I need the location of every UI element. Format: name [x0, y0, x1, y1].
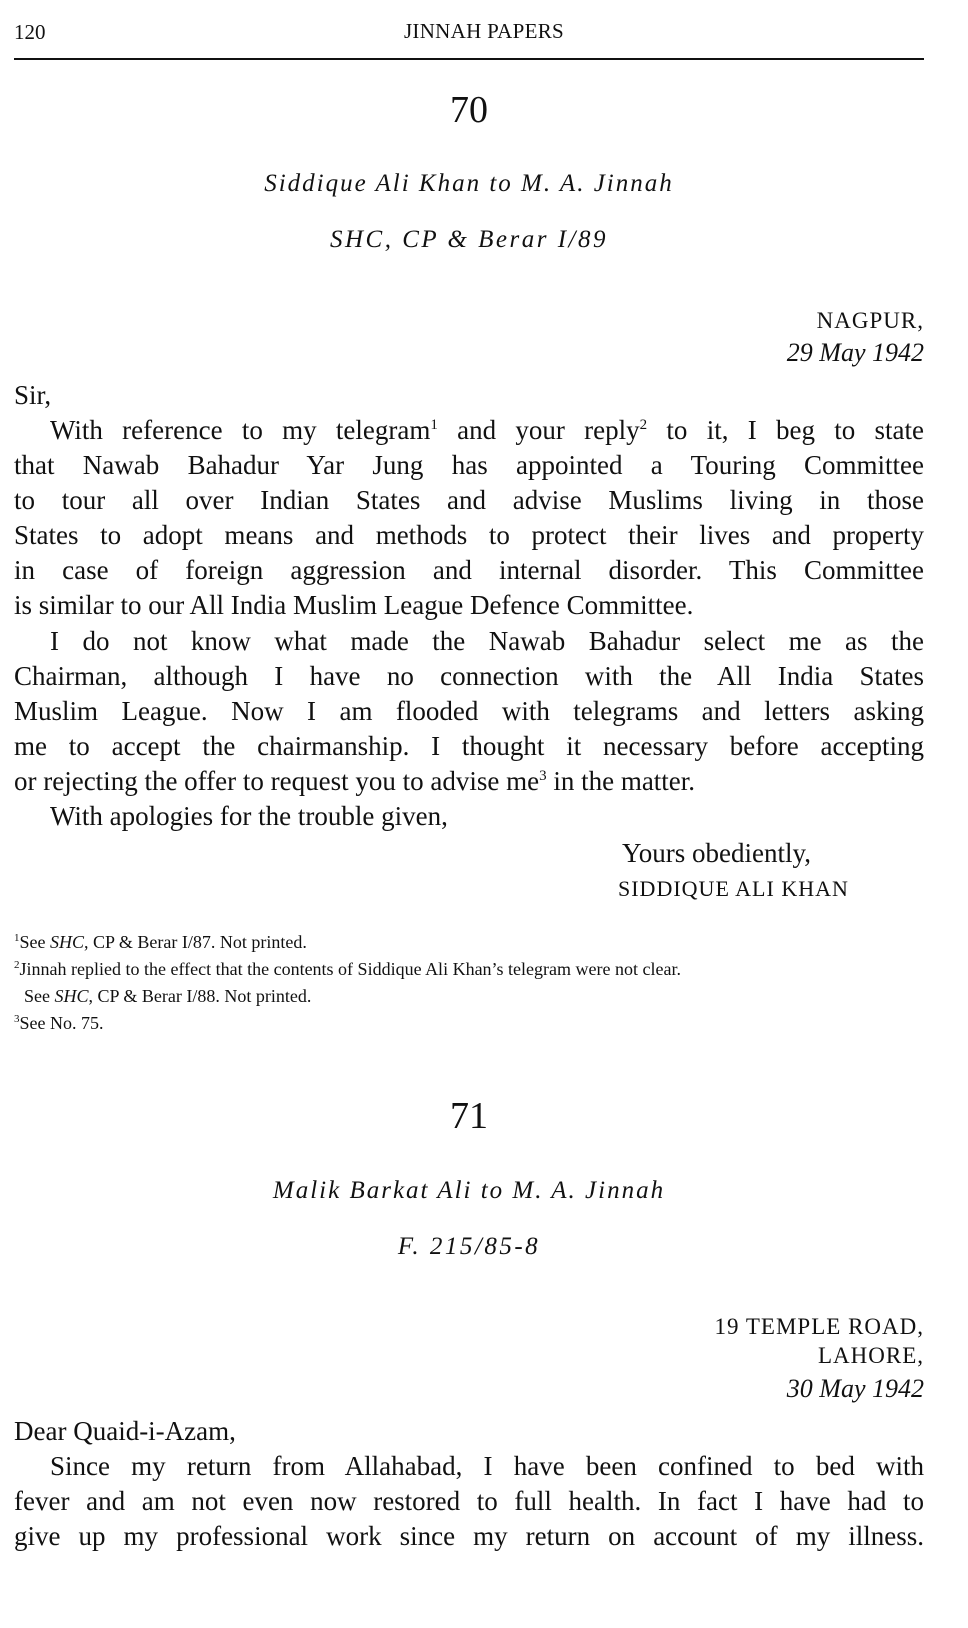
text-run: Jinnah replied to the effect that the contents of Siddique Ali Khan’s telegram were not clear. — [19, 959, 681, 979]
letter-70-paragraph-3 — [14, 799, 924, 834]
document-70-subtitle: Siddique Ali Khan to M. A. Jinnah — [264, 170, 674, 197]
running-header-title: JINNAH PAPERS — [403, 19, 565, 43]
footnote-mark: 2 — [14, 959, 20, 971]
letter-70-place: NAGPUR, — [816, 308, 924, 333]
text-run: See — [19, 932, 50, 952]
letter-71-address-line-1: 19 TEMPLE ROAD, — [714, 1314, 924, 1339]
page-number: 120 — [14, 20, 46, 44]
text-run: See — [24, 986, 55, 1006]
letter-70-signature: SIDDIQUE ALI KHAN — [618, 876, 849, 901]
paragraph-line: is similar to our All India Muslim League Defence Committee. — [14, 590, 694, 620]
paragraph-line — [14, 764, 924, 799]
paragraph-line: me to accept the chairmanship. I thought it necessary before accepting — [14, 731, 924, 761]
paragraph-line: that Nawab Bahadur Yar Jung has appointed a Touring Committee — [14, 450, 924, 480]
letter-70-paragraph-1 — [14, 413, 924, 623]
document-number-71: 71 — [450, 1095, 488, 1137]
paragraph-line: States to adopt means and methods to protect their lives and property — [14, 520, 924, 550]
text-run: With reference to my telegram — [50, 415, 431, 445]
text-run: SHC — [50, 932, 85, 952]
letter-71-address-line-2: LAHORE, — [817, 1343, 924, 1368]
paragraph-line: give up my professional work since my return on account of my illness. — [14, 1521, 924, 1551]
text-run: SHC — [54, 986, 89, 1006]
text-run: in the matter. — [546, 766, 696, 796]
document-71-reference: F. 215/85-8 — [397, 1233, 541, 1260]
letter-70-paragraph-2 — [14, 624, 924, 799]
text-run: to it, I beg to state — [647, 415, 925, 445]
text-run: or rejecting the offer to request you to advise me — [14, 766, 540, 796]
footnote-3 — [14, 1013, 104, 1034]
letter-71-paragraph-1 — [14, 1449, 924, 1554]
paragraph-line: I do not know what made the Nawab Bahadur select me as the — [50, 626, 924, 656]
footnote-ref-3: 3 — [539, 768, 547, 784]
footnote-ref-1: 1 — [430, 417, 438, 433]
header-rule — [14, 58, 924, 60]
letter-70-closing: Yours obediently, — [622, 838, 812, 868]
document-number-70: 70 — [450, 89, 488, 131]
paragraph-line: in case of foreign aggression and internal disorder. This Committee — [14, 555, 924, 585]
paragraph-line — [14, 413, 924, 448]
footnote-2-continued — [24, 986, 311, 1007]
letter-71-date: 30 May 1942 — [786, 1374, 924, 1403]
paragraph-line: to tour all over Indian States and advise Muslims living in those — [14, 485, 924, 515]
letter-70-date: 29 May 1942 — [786, 338, 924, 367]
paragraph-line: fever and am not even now restored to full health. In fact I have had to — [14, 1486, 924, 1516]
document-71-subtitle: Malik Barkat Ali to M. A. Jinnah — [272, 1177, 666, 1204]
paragraph-line: Muslim League. Now I am flooded with telegrams and letters asking — [14, 696, 924, 726]
paragraph-line: Chairman, although I have no connection with the All India States — [14, 661, 924, 691]
footnote-mark: 3 — [14, 1013, 20, 1025]
text-run: , CP & Berar I/88. Not printed. — [88, 986, 312, 1006]
letter-71-salutation: Dear Quaid-i-Azam, — [14, 1416, 236, 1446]
footnote-1 — [14, 932, 307, 953]
paragraph-line: Since my return from Allahabad, I have been confined to bed with — [50, 1451, 924, 1481]
footnote-mark: 1 — [14, 932, 20, 944]
paragraph-line: With apologies for the trouble given, — [50, 801, 448, 831]
footnote-ref-2: 2 — [639, 417, 648, 433]
text-run: , CP & Berar I/87. Not printed. — [84, 932, 307, 952]
text-run: See No. 75. — [19, 1013, 104, 1033]
footnote-2 — [14, 959, 681, 980]
document-70-reference: SHC, CP & Berar I/89 — [329, 226, 608, 253]
text-run: and your reply — [437, 415, 640, 445]
letter-70-salutation: Sir, — [14, 380, 52, 410]
